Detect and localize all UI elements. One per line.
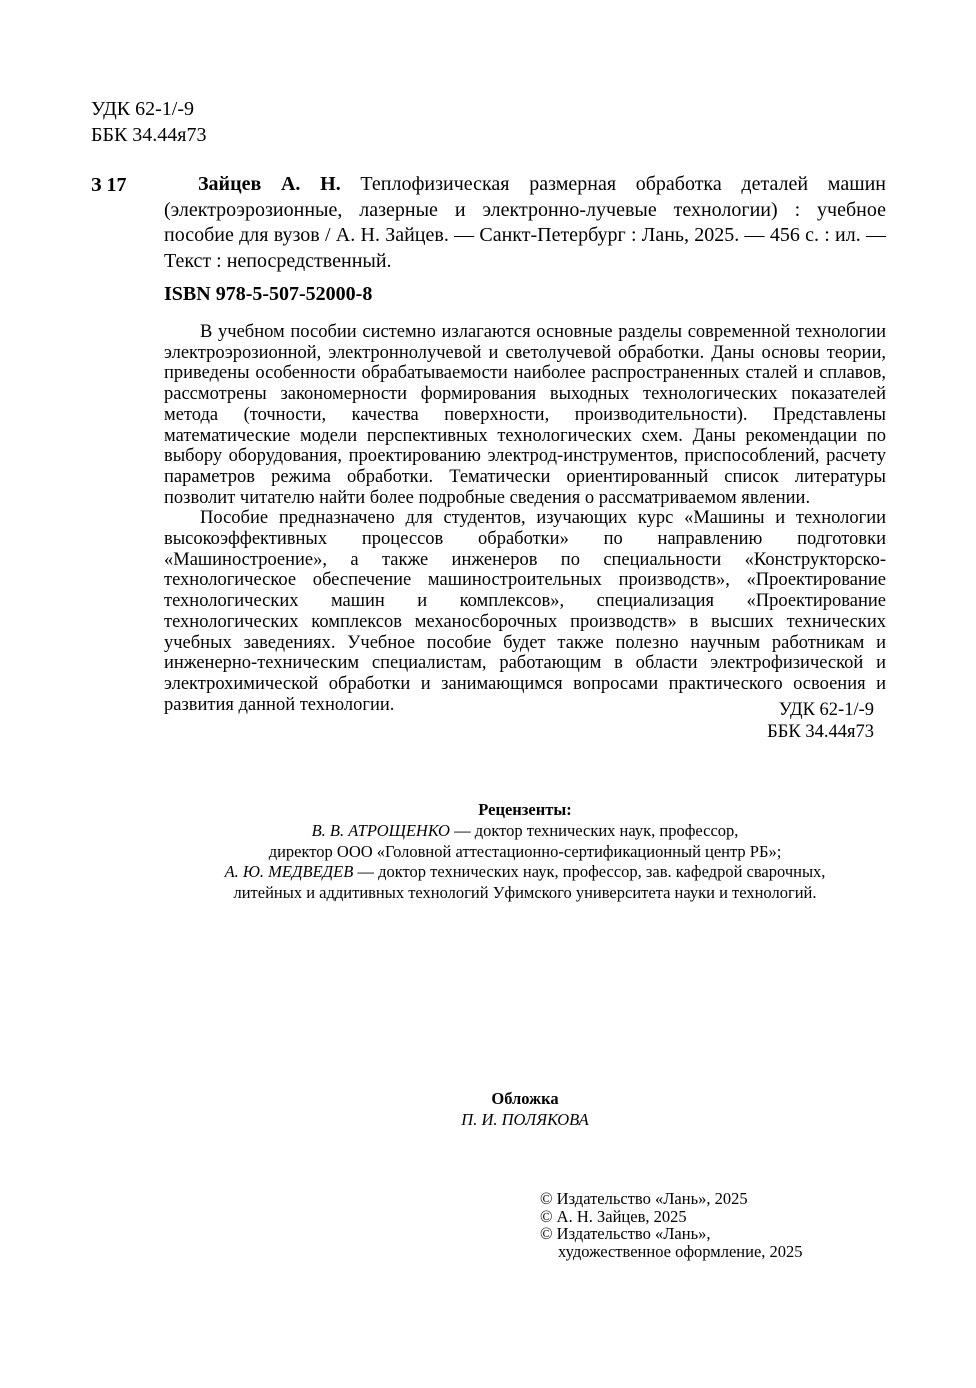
copyright-line-3: © Издательство «Лань», <box>540 1224 711 1244</box>
cover-heading: Обложка <box>491 1089 559 1108</box>
udk-code-right: УДК 62-1/-9 <box>778 700 874 720</box>
reviewer-2-line-1: — доктор технических наук, профессор, зав. кафедрой сварочных, <box>353 862 826 882</box>
bibliographic-description <box>164 172 886 274</box>
reviewer-1-line-2: директор ООО «Головной аттестационно-сертификационный центр РБ»; <box>268 841 782 861</box>
classification-codes-right <box>760 699 874 743</box>
biblio-author: Зайцев А. Н. <box>198 173 341 195</box>
copyright-block <box>540 1190 803 1260</box>
reviewers-block <box>150 800 900 904</box>
abstract <box>164 322 886 715</box>
bbk-code-right: ББК 34.44я73 <box>767 722 874 742</box>
reviewer-1 <box>150 821 900 842</box>
copyright-line-4: художественное оформление, 2025 <box>558 1241 803 1261</box>
copyright-line-2: © А. Н. Зайцев, 2025 <box>540 1206 687 1226</box>
reviewer-2 <box>150 862 900 883</box>
abstract-paragraph-1: В учебном пособии системно излагаются основные разделы современной технологии электроэрозионной, электроннолучевой и светолучевой обработки. Даны основы теории, приведены особенности обрабатываемости наиболее распространенных сталей и сплавов, рассмотрены закономерности формирования выходных технологических показателей метода (точности, качества поверхности, производительности). Представлены математические модели перспективных технологических схем. Даны рекомендации по выбору оборудования, проектированию электрод-инструментов, приспособлений, расчету параметров режима обработки. Тематически ориентированный список литературы позволит читателю найти более подробные сведения о рассматриваемом явлении. <box>164 322 886 508</box>
classification-codes <box>91 96 207 148</box>
udk-code: УДК 62-1/-9 <box>91 98 194 120</box>
biblio-text: Теплофизическая размерная обработка деталей машин (электроэрозионные, лазерные и электронно-лучевые технологии) : учебное пособие для вузов / А. Н. Зайцев. — Санкт-Петербург : Лань, 2025. — 456 с. : ил. — Текст : непосредственный. <box>164 173 886 272</box>
isbn: ISBN 978-5-507-52000-8 <box>164 283 373 305</box>
copyright-line-1: © Издательство «Лань», 2025 <box>540 1189 748 1208</box>
cover-credit <box>150 1088 900 1130</box>
reviewer-1-name: В. В. АТРОЩЕНКО <box>311 820 450 840</box>
bbk-code: ББК 34.44я73 <box>91 124 207 146</box>
reviewer-2-line-2: литейных и аддитивных технологий Уфимского университета науки и технологий. <box>233 883 817 903</box>
reviewers-heading: Рецензенты: <box>478 800 572 819</box>
author-mark: З 17 <box>91 174 127 196</box>
reviewer-1-line-1: — доктор технических наук, профессор, <box>449 820 739 840</box>
cover-artist: П. И. ПОЛЯКОВА <box>461 1110 589 1129</box>
reviewer-2-name: А. Ю. МЕДВЕДЕВ <box>224 862 354 882</box>
abstract-paragraph-2: Пособие предназначено для студентов, изучающих курс «Машины и технологии высокоэффективных процессов обработки» по направлению подготовки «Машиностроение», а также инженеров по специальности «Конструкторско-технологическое обеспечение машиностроительных производств», «Проектирование технологических машин и комплексов», специализация «Проектирование технологических комплексов механосборочных производств» в высших технических учебных заведениях. Учебное пособие будет также полезно научным работникам и инженерно-техническим специалистам, работающим в области электрофизической и электрохимической обработки и занимающимся вопросами практического освоения и развития данной технологии. <box>164 508 886 715</box>
